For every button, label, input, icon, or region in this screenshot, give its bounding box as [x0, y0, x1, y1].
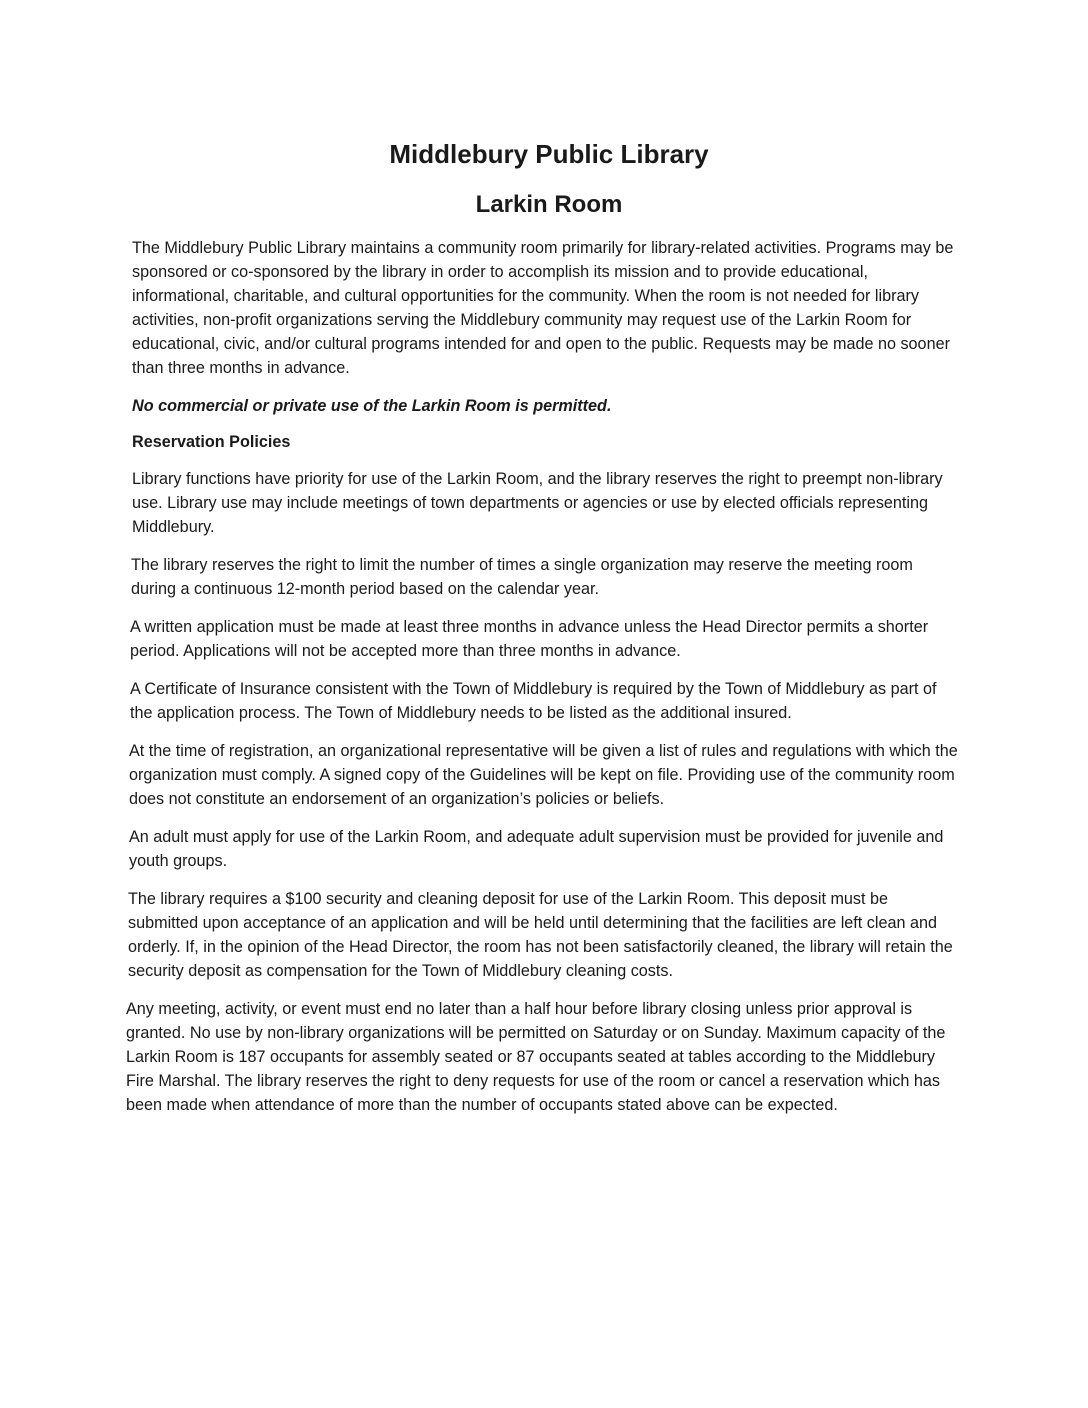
policy-paragraph: Any meeting, activity, or event must end no later than a half hour before library closing unless prior approval is granted. No use by non-library organizations will be permitted on Saturday or on Sunday. Maximum capacity of the Larkin Room is 187 occupants for assembly seated or 87 occupants seated at tables according to the Middlebury Fire Marshal. The library reserves the right to deny requests for use of the room or cancel a reservation which has been made when attendance of more than the number of occupants stated above can be expected.	[126, 1000, 946, 1114]
policy-paragraph: A written application must be made at least three months in advance unless the Head Director permits a shorter period. Applications will not be accepted more than three months in advance.	[130, 618, 929, 660]
policy-paragraph: Library functions have priority for use of the Larkin Room, and the library reserves the right to preempt non-library use. Library use may include meetings of town departments or agencies or use by elected officials representing Middlebury.	[132, 470, 943, 536]
policy-paragraph: The library reserves the right to limit the number of times a single organization may reserve the meeting room during a continuous 12-month period based on the calendar year.	[131, 556, 913, 598]
document-subtitle: Larkin Room	[475, 191, 623, 218]
policy-paragraph: A Certificate of Insurance consistent with the Town of Middlebury is required by the Town of Middlebury as part of the application process. The Town of Middlebury needs to be listed as the additional insured.	[130, 680, 937, 722]
intro-paragraph: The Middlebury Public Library maintains a community room primarily for library-related activities. Programs may be sponsored or co-sponsored by the library in order to accomplish its mission and to provide educational, informational, charitable, and cultural opportunities for the community. When the room is not needed for library activities, non-profit organizations serving the Middlebury community may request use of the Larkin Room for educational, civic, and/or cultural programs intended for and open to the public. Requests may be made no sooner than three months in advance.	[132, 239, 954, 377]
section-heading: Reservation Policies	[132, 433, 291, 451]
policy-paragraph: The library requires a $100 security and cleaning deposit for use of the Larkin Room. This deposit must be submitted upon acceptance of an application and will be held until determining that the facilities are left clean and orderly. If, in the opinion of the Head Director, the room has not been satisfactorily cleaned, the library will retain the security deposit as compensation for the Town of Middlebury cleaning costs.	[128, 890, 953, 980]
notice-paragraph: No commercial or private use of the Larkin Room is permitted.	[132, 397, 612, 415]
policy-paragraph: At the time of registration, an organizational representative will be given a list of rules and regulations with which the organization must comply. A signed copy of the Guidelines will be kept on file. Providing use of the community room does not constitute an endorsement of an organization’s policies or beliefs.	[129, 742, 958, 808]
policy-paragraph: An adult must apply for use of the Larkin Room, and adequate adult supervision must be provided for juvenile and youth groups.	[129, 828, 944, 870]
document-title: Middlebury Public Library	[389, 139, 709, 169]
document-body	[126, 236, 958, 1131]
